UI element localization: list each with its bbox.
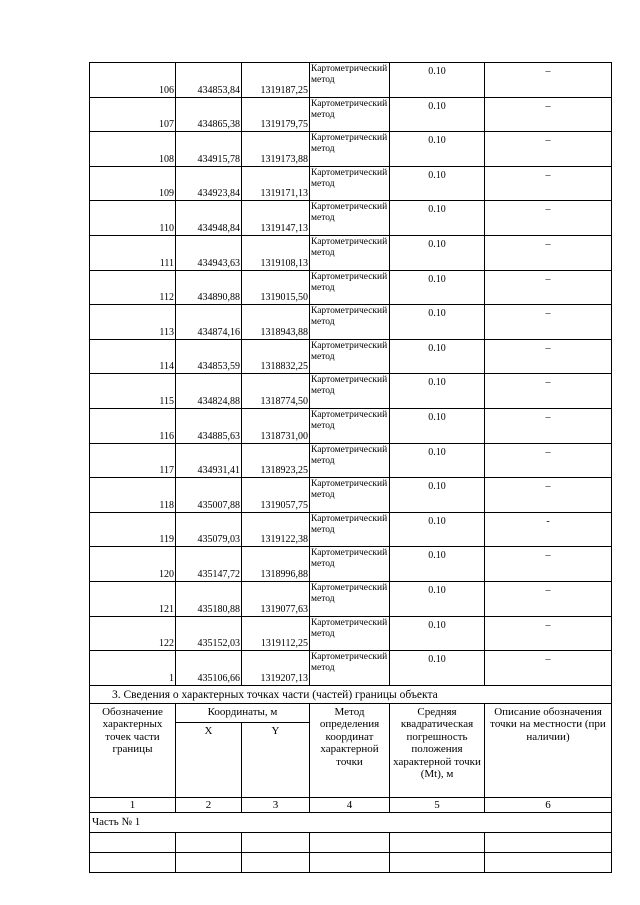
accuracy: 0.10 — [390, 443, 485, 478]
column-number-4: 4 — [310, 797, 390, 812]
coordinate-y: 1318832,25 — [242, 339, 310, 374]
description: – — [485, 616, 612, 651]
accuracy: 0.10 — [390, 235, 485, 270]
point-number: 106 — [90, 63, 176, 98]
point-number: 110 — [90, 201, 176, 236]
method: Картометрический метод — [310, 132, 390, 167]
description: – — [485, 651, 612, 686]
description: – — [485, 374, 612, 409]
method: Картометрический метод — [310, 651, 390, 686]
method: Картометрический метод — [310, 270, 390, 305]
coordinate-x: 435180,88 — [176, 581, 242, 616]
point-row — [90, 512, 612, 547]
part-label: Часть № 1 — [90, 812, 612, 832]
coordinate-y: 1319207,13 — [242, 651, 310, 686]
column-number-1: 1 — [90, 797, 176, 812]
column-number-6: 6 — [485, 797, 612, 812]
header-coordinates: Координаты, м — [176, 703, 310, 722]
coordinate-y: 1319173,88 — [242, 132, 310, 167]
accuracy: 0.10 — [390, 339, 485, 374]
coordinate-y: 1319147,13 — [242, 201, 310, 236]
accuracy: 0.10 — [390, 616, 485, 651]
coordinate-y: 1319122,38 — [242, 512, 310, 547]
description: – — [485, 581, 612, 616]
header-y: Y — [242, 722, 310, 797]
point-row — [90, 374, 612, 409]
accuracy: 0.10 — [390, 270, 485, 305]
point-row — [90, 408, 612, 443]
method: Картометрический метод — [310, 581, 390, 616]
accuracy: 0.10 — [390, 374, 485, 409]
method: Картометрический метод — [310, 443, 390, 478]
accuracy: 0.10 — [390, 166, 485, 201]
point-row — [90, 201, 612, 236]
description: – — [485, 547, 612, 582]
point-row — [90, 166, 612, 201]
point-row — [90, 305, 612, 340]
point-number: 115 — [90, 374, 176, 409]
coordinate-y: 1319108,13 — [242, 235, 310, 270]
point-number: 109 — [90, 166, 176, 201]
column-number-5: 5 — [390, 797, 485, 812]
points-table — [89, 62, 612, 873]
description: – — [485, 201, 612, 236]
accuracy: 0.10 — [390, 651, 485, 686]
description: – — [485, 305, 612, 340]
point-row — [90, 443, 612, 478]
point-row — [90, 651, 612, 686]
point-row — [90, 339, 612, 374]
point-row — [90, 132, 612, 167]
coordinate-x: 434853,84 — [176, 63, 242, 98]
header-designation: Обозначение характерных точек части границы — [90, 703, 176, 797]
method: Картометрический метод — [310, 63, 390, 98]
accuracy: 0.10 — [390, 201, 485, 236]
accuracy: 0.10 — [390, 408, 485, 443]
column-number-3: 3 — [242, 797, 310, 812]
header-description: Описание обозначения точки на местности (при наличии) — [485, 703, 612, 797]
point-number: 122 — [90, 616, 176, 651]
accuracy: 0.10 — [390, 581, 485, 616]
section-3-title: 3. Сведения о характерных точках части (частей) границы объекта — [90, 685, 612, 703]
coordinate-x: 434824,88 — [176, 374, 242, 409]
description: – — [485, 132, 612, 167]
coordinate-x: 434874,16 — [176, 305, 242, 340]
point-number: 116 — [90, 408, 176, 443]
coordinate-y: 1318943,88 — [242, 305, 310, 340]
point-row — [90, 270, 612, 305]
point-row — [90, 235, 612, 270]
coordinate-x: 435147,72 — [176, 547, 242, 582]
description: – — [485, 478, 612, 513]
coordinate-x: 434915,78 — [176, 132, 242, 167]
point-number: 118 — [90, 478, 176, 513]
method: Картометрический метод — [310, 305, 390, 340]
header-accuracy: Средняя квадратическая погрешность положения характерной точки (Mt), м — [390, 703, 485, 797]
point-row — [90, 616, 612, 651]
description: – — [485, 63, 612, 98]
empty-row — [90, 852, 612, 872]
coordinate-y: 1318923,25 — [242, 443, 310, 478]
coordinate-y: 1319187,25 — [242, 63, 310, 98]
coordinate-y: 1319112,25 — [242, 616, 310, 651]
method: Картометрический метод — [310, 97, 390, 132]
description: – — [485, 97, 612, 132]
description: – — [485, 443, 612, 478]
coordinate-x: 435152,03 — [176, 616, 242, 651]
coordinate-x: 434890,88 — [176, 270, 242, 305]
column-number-2: 2 — [176, 797, 242, 812]
method: Картометрический метод — [310, 408, 390, 443]
coordinate-x: 434948,84 — [176, 201, 242, 236]
description: – — [485, 339, 612, 374]
accuracy: 0.10 — [390, 512, 485, 547]
point-number: 111 — [90, 235, 176, 270]
coordinate-y: 1319057,75 — [242, 478, 310, 513]
accuracy: 0.10 — [390, 305, 485, 340]
coordinate-y: 1319077,63 — [242, 581, 310, 616]
point-row — [90, 581, 612, 616]
point-row — [90, 63, 612, 98]
accuracy: 0.10 — [390, 63, 485, 98]
point-row — [90, 97, 612, 132]
accuracy: 0.10 — [390, 547, 485, 582]
method: Картометрический метод — [310, 166, 390, 201]
description: – — [485, 270, 612, 305]
accuracy: 0.10 — [390, 97, 485, 132]
coordinate-y: 1318996,88 — [242, 547, 310, 582]
coordinate-x: 434943,63 — [176, 235, 242, 270]
coordinate-y: 1318774,50 — [242, 374, 310, 409]
point-number: 113 — [90, 305, 176, 340]
point-number: 114 — [90, 339, 176, 374]
method: Картометрический метод — [310, 547, 390, 582]
method: Картометрический метод — [310, 374, 390, 409]
coordinate-x: 435079,03 — [176, 512, 242, 547]
coordinate-x: 434853,59 — [176, 339, 242, 374]
point-number: 1 — [90, 651, 176, 686]
description: – — [485, 408, 612, 443]
point-number: 120 — [90, 547, 176, 582]
point-row — [90, 547, 612, 582]
method: Картометрический метод — [310, 235, 390, 270]
document-page — [89, 62, 611, 873]
point-number: 112 — [90, 270, 176, 305]
coordinate-x: 434923,84 — [176, 166, 242, 201]
coordinate-x: 435106,66 — [176, 651, 242, 686]
method: Картометрический метод — [310, 201, 390, 236]
point-row — [90, 478, 612, 513]
point-number: 108 — [90, 132, 176, 167]
coordinate-x: 434885,63 — [176, 408, 242, 443]
point-number: 117 — [90, 443, 176, 478]
coordinate-x: 434865,38 — [176, 97, 242, 132]
method: Картометрический метод — [310, 616, 390, 651]
accuracy: 0.10 — [390, 478, 485, 513]
accuracy: 0.10 — [390, 132, 485, 167]
method: Картометрический метод — [310, 478, 390, 513]
header-x: X — [176, 722, 242, 797]
point-number: 107 — [90, 97, 176, 132]
coordinate-y: 1319179,75 — [242, 97, 310, 132]
method: Картометрический метод — [310, 339, 390, 374]
coordinate-y: 1319015,50 — [242, 270, 310, 305]
coordinate-y: 1318731,00 — [242, 408, 310, 443]
description: – — [485, 166, 612, 201]
coordinate-x: 435007,88 — [176, 478, 242, 513]
header-method: Метод определения координат характерной точки — [310, 703, 390, 797]
description: - — [485, 512, 612, 547]
coordinate-y: 1319171,13 — [242, 166, 310, 201]
empty-row — [90, 832, 612, 852]
method: Картометрический метод — [310, 512, 390, 547]
description: – — [485, 235, 612, 270]
point-number: 121 — [90, 581, 176, 616]
point-number: 119 — [90, 512, 176, 547]
coordinate-x: 434931,41 — [176, 443, 242, 478]
